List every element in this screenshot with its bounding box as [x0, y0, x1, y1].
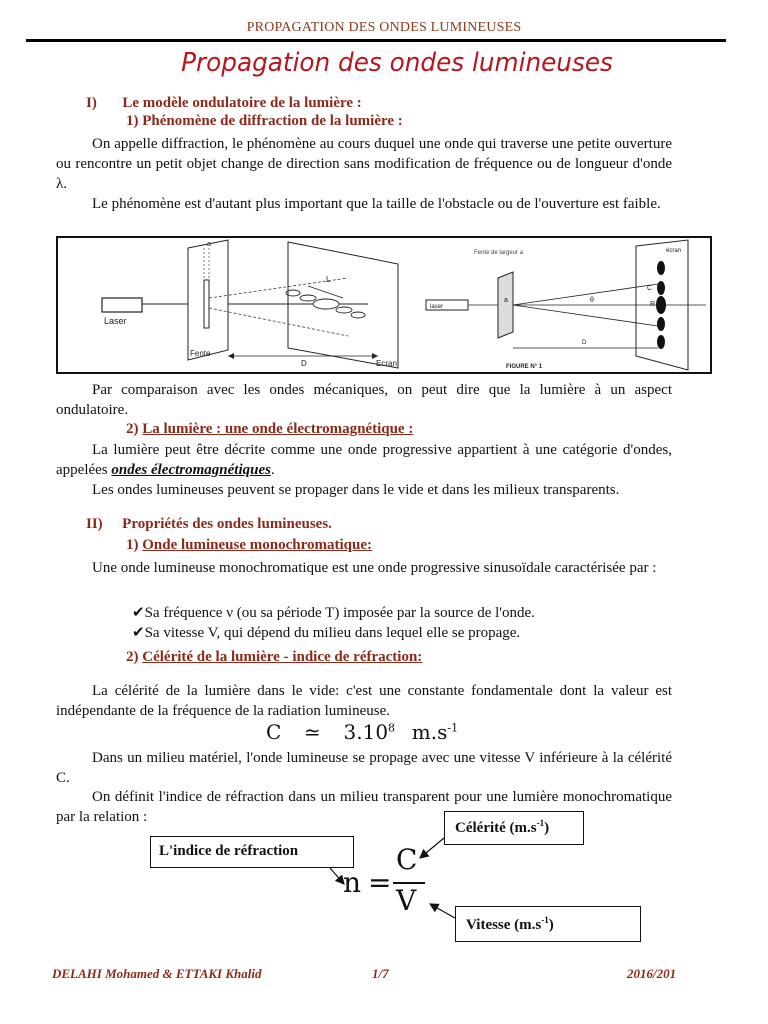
index-definition-paragraph: On définit l'indice de réfraction dans un milieu transparent pour une lumière monochromatique par la relation :	[56, 789, 672, 825]
label-C: C	[647, 285, 653, 292]
arrow-to-v	[430, 904, 455, 918]
section-2-heading: II) Propriétés des ondes lumineuses.	[86, 516, 332, 532]
laser-label: Laser	[104, 316, 127, 326]
right-label-D: D	[582, 340, 587, 346]
propagation-paragraph: Les ondes lumineuses peuvent se propager dans le vide et dans les milieux transparents.	[92, 482, 620, 498]
ecran-label: Ecran	[376, 359, 397, 368]
subsection-2-1-heading: 1) Onde lumineuse monochromatique:	[126, 537, 372, 553]
section-1-numeral: I)	[86, 95, 97, 111]
diffraction-definition: On appelle diffraction, le phénomène au cours duquel une onde qui traverse une petite ouverture ou rencontre un petit objet change de direction sans modification de fréquence ou de longueur d'onde λ.	[56, 136, 672, 192]
refraction-index-box: L'indice de réfraction	[150, 836, 354, 868]
section-1-title: Le modèle ondulatoire de la lumière :	[122, 95, 362, 111]
right-laser-label: laser	[430, 304, 444, 310]
subsection-1-2-title: La lumière : une onde électromagnétique :	[142, 421, 414, 437]
footer-authors: DELAHI Mohamed & ETTAKI Khalid	[52, 966, 262, 981]
mechanical-comparison: Par comparaison avec les ondes mécaniques, on peut dire que la lumière à un aspect ondulatoire.	[56, 382, 672, 418]
label-a: a	[207, 241, 211, 248]
fente-largeur-label: Fente de largeur a	[474, 250, 524, 256]
footer-year: 2016/201	[627, 966, 677, 981]
subsection-2-1-title: Onde lumineuse monochromatique:	[142, 537, 372, 553]
label-theta: θ	[590, 297, 594, 304]
right-label-a: a	[504, 297, 508, 304]
running-header: PROPAGATION DES ONDES LUMINEUSES	[246, 20, 522, 35]
c-numerator: C	[396, 843, 418, 876]
label-R: R	[650, 301, 656, 308]
monochromatic-definition: Une onde lumineuse monochromatique est une onde progressive sinusoïdale caractérisée par :	[92, 560, 657, 576]
celerity-paragraph: La célérité de la lumière dans le vide: c'est une constante fondamentale dont la valeur est indépendante de la fréquence de la radiation lumineuse.	[56, 683, 672, 719]
subsection-1-2-heading: 2) La lumière : une onde électromagnétique :	[126, 421, 414, 437]
arrow-to-n	[330, 868, 344, 884]
footer-page: 1/7	[372, 966, 389, 981]
subsection-2-2-heading: 2) Célérité de la lumière - indice de réfraction:	[126, 649, 423, 665]
page-title: Propagation des ondes lumineuses	[181, 48, 613, 78]
arrow-to-c	[420, 838, 444, 858]
celerity-formula: C ≃ 3.10$^8$ $m.s^{-1}$	[266, 720, 459, 744]
bullet-speed: ✔Sa vitesse V, qui dépend du milieu dans lequel elle se propage.	[132, 625, 521, 641]
medium-speed-paragraph: Dans un milieu matériel, l'onde lumineuse se propage avec une vitesse V inférieure à la célérité C.	[56, 750, 672, 786]
section-2-title: Propriétés des ondes lumineuses.	[122, 516, 332, 532]
bullet-frequency: ✔Sa fréquence ν (ou sa période T) imposée par la source de l'onde.	[132, 605, 535, 621]
v-denominator: V	[396, 884, 417, 917]
n-symbol: n	[343, 866, 362, 899]
subsection-1-1-title: Phénomène de diffraction de la lumière :	[142, 113, 403, 129]
diffraction-importance: Le phénomène est d'autant plus important que la taille de l'obstacle ou de l'ouverture est faible.	[92, 196, 661, 212]
speed-box: Vitesse $(m.s^{-1})$	[455, 906, 641, 942]
label-D-left: D	[301, 359, 307, 368]
equals-symbol: =	[368, 866, 392, 899]
label-L: L	[326, 275, 331, 284]
figure-caption: FIGURE N° 1	[506, 364, 543, 370]
subsection-1-1-num: 1)	[126, 113, 139, 129]
em-wave-paragraph: La lumière peut être décrite comme une onde progressive appartient à une catégorie d'ondes, appelées ondes électromagnétiques.	[56, 442, 672, 478]
em-waves-term: ondes électromagnétiques	[111, 462, 271, 478]
subsection-2-2-title: Célérité de la lumière - indice de réfraction:	[142, 649, 423, 665]
right-ecran-label: écran	[666, 248, 682, 254]
fente-label: Fente	[190, 349, 211, 358]
celerity-box: Célérité $(m.s^{-1})$	[444, 811, 584, 845]
